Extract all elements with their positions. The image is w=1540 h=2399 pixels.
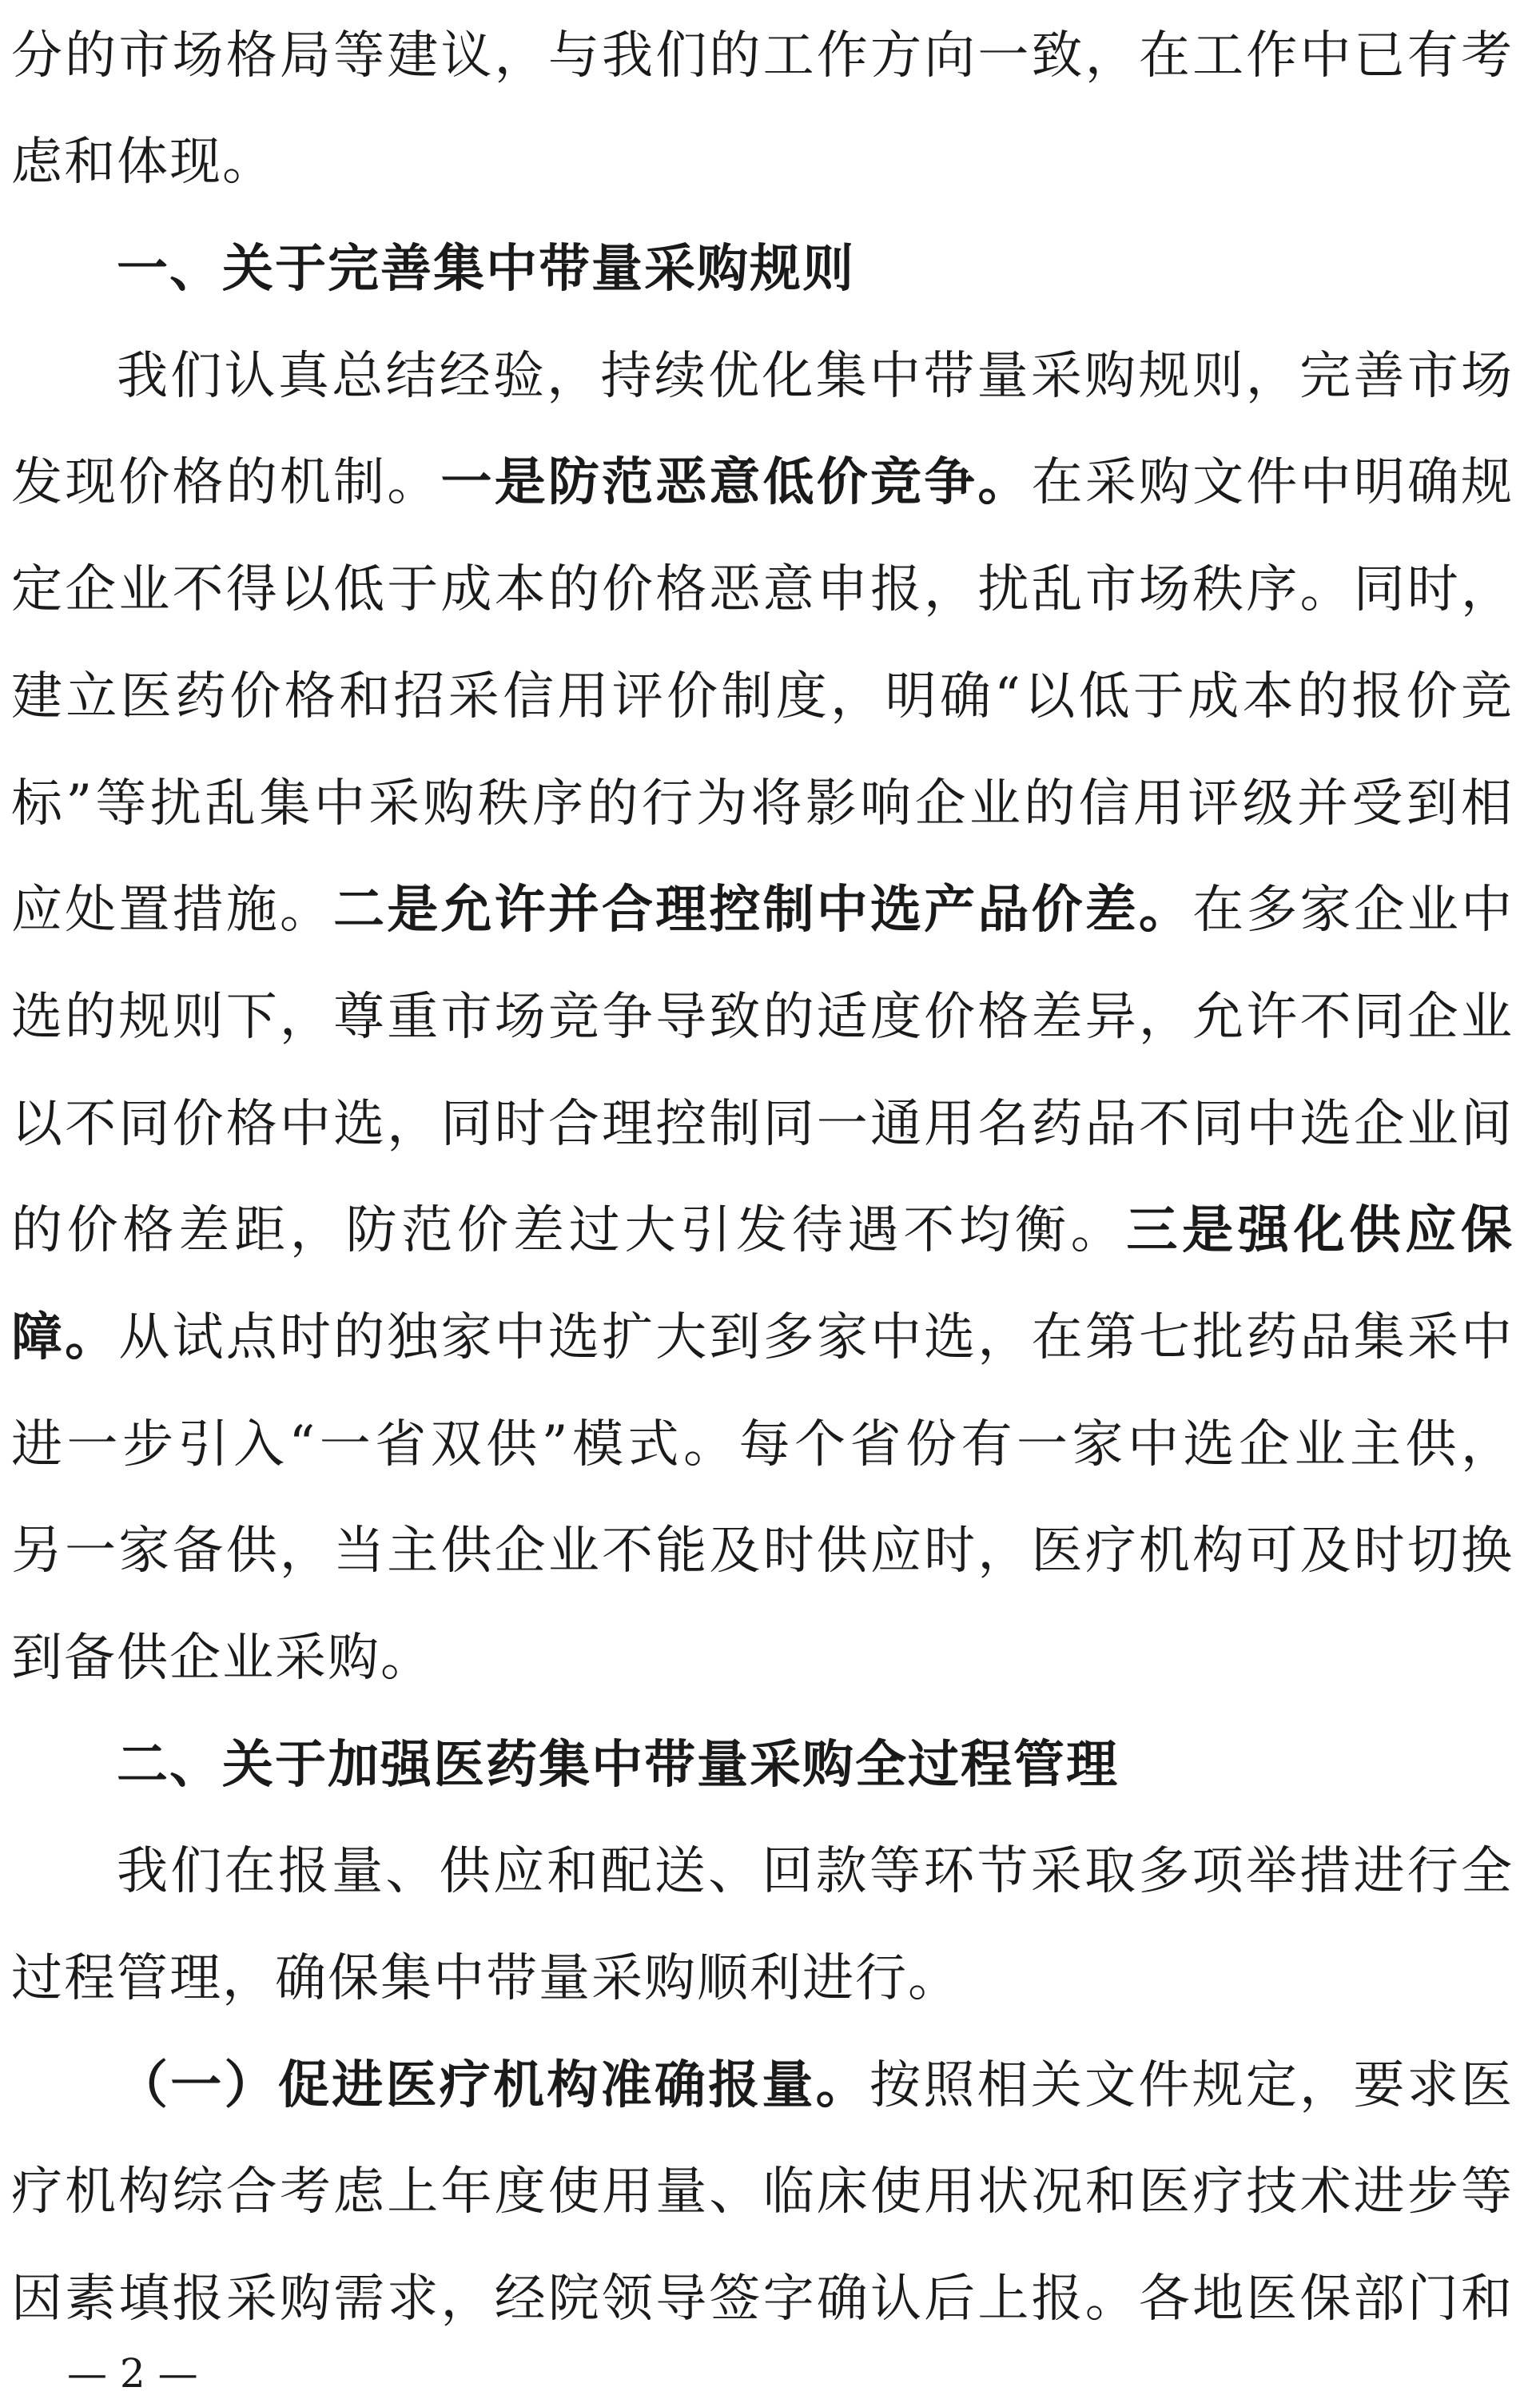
- text-line: 以不同价格中选，同时合理控制同一通用名药品不同中选企业间: [11, 1095, 1514, 1154]
- text-line: 标”等扰乱集中采购秩序的行为将影响企业的信用评级并受到相: [11, 774, 1514, 833]
- text-line: [11, 878, 1514, 942]
- text-line: 另一家备供，当主供企业不能及时供应时，医疗机构可及时切换: [11, 1522, 1514, 1581]
- text-line: 疗机构综合考虑上年度使用量、临床使用状况和医疗技术进步等: [11, 2162, 1514, 2222]
- section-heading-1: 一、关于完善集中带量采购规则: [117, 240, 855, 299]
- text-line: 我们在报量、供应和配送、回款等环节采取多项举措进行全: [117, 1842, 1514, 1901]
- text-segment: 从试点时的独家中选扩大到多家中选，在第七批药品集采中: [118, 1308, 1514, 1367]
- bold-point-3-end: 障。: [11, 1308, 119, 1367]
- text-segment: 在采购文件中明确规: [1031, 453, 1514, 512]
- text-line: 因素填报采购需求，经院领导签字确认后上报。各地医保部门和: [11, 2270, 1514, 2329]
- bold-point-3: 三是强化供应保: [1126, 1201, 1514, 1260]
- subsection-heading: （一）促进医疗机构准确报量。: [117, 2056, 869, 2115]
- text-line: [11, 1199, 1514, 1263]
- page-number: — 2 —: [67, 2350, 198, 2397]
- text-line: 分的市场格局等建议，与我们的工作方向一致，在工作中已有考: [11, 26, 1514, 86]
- text-line: 过程管理，确保集中带量采购顺利进行。: [11, 1949, 961, 2008]
- text-segment: 的价格差距，防范价差过大引发待遇不均衡。: [11, 1201, 1127, 1260]
- text-line: 进一步引入“一省双供”模式。每个省份有一家中选企业主供，: [11, 1415, 1514, 1474]
- text-segment: 发现价格的机制。: [11, 453, 441, 512]
- text-line: 选的规则下，尊重市场竞争导致的适度价格差异，允许不同企业: [11, 988, 1514, 1047]
- text-line: 我们认真总结经验，持续优化集中带量采购规则，完善市场: [117, 347, 1514, 406]
- text-line: [11, 451, 1514, 515]
- text-line: 虑和体现。: [11, 133, 275, 192]
- text-line: 建立医药价格和招采信用评价制度，明确“以低于成本的报价竞: [11, 667, 1514, 726]
- text-line: [11, 1306, 1514, 1370]
- section-heading-2: 二、关于加强医药集中带量采购全过程管理: [117, 1736, 1119, 1795]
- bold-point-1: 一是防范恶意低价竞争。: [440, 453, 1032, 512]
- text-segment: 在多家企业中: [1192, 881, 1514, 940]
- text-segment: 应处置措施。: [11, 881, 334, 940]
- text-line: 定企业不得以低于成本的价格恶意申报，扰乱市场秩序。同时，: [11, 560, 1514, 619]
- text-line: 到备供企业采购。: [11, 1629, 433, 1688]
- bold-point-2: 二是允许并合理控制中选产品价差。: [333, 881, 1193, 940]
- text-segment: 按照相关文件规定，要求医: [869, 2056, 1514, 2115]
- text-line: [117, 2054, 1514, 2118]
